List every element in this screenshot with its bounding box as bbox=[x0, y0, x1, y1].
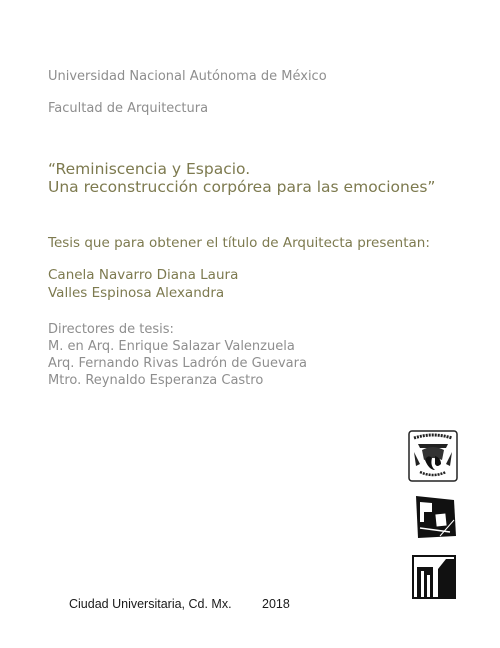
directors-heading: Directores de tesis: bbox=[48, 322, 174, 337]
footer-place: Ciudad Universitaria, Cd. Mx. bbox=[69, 597, 232, 611]
institute-logo bbox=[412, 555, 456, 599]
thesis-title-line-2: Una reconstrucción corpórea para las emociones” bbox=[48, 178, 436, 196]
director-2: Arq. Fernando Rivas Ladrón de Guevara bbox=[48, 356, 307, 371]
footer-year: 2018 bbox=[262, 597, 290, 611]
director-1: M. en Arq. Enrique Salazar Valenzuela bbox=[48, 339, 295, 354]
degree-statement: Tesis que para obtener el título de Arquitecta presentan: bbox=[48, 235, 430, 251]
faculty-name: Facultad de Arquitectura bbox=[48, 101, 209, 116]
director-3: Mtro. Reynaldo Esperanza Castro bbox=[48, 373, 264, 388]
author-2: Valles Espinosa Alexandra bbox=[48, 285, 225, 301]
unam-seal-logo bbox=[408, 430, 458, 482]
author-1: Canela Navarro Diana Laura bbox=[48, 267, 239, 283]
faculty-architecture-logo bbox=[410, 492, 460, 542]
thesis-title-line-1: “Reminiscencia y Espacio. bbox=[48, 160, 251, 178]
university-name: Universidad Nacional Autónoma de México bbox=[48, 69, 327, 84]
